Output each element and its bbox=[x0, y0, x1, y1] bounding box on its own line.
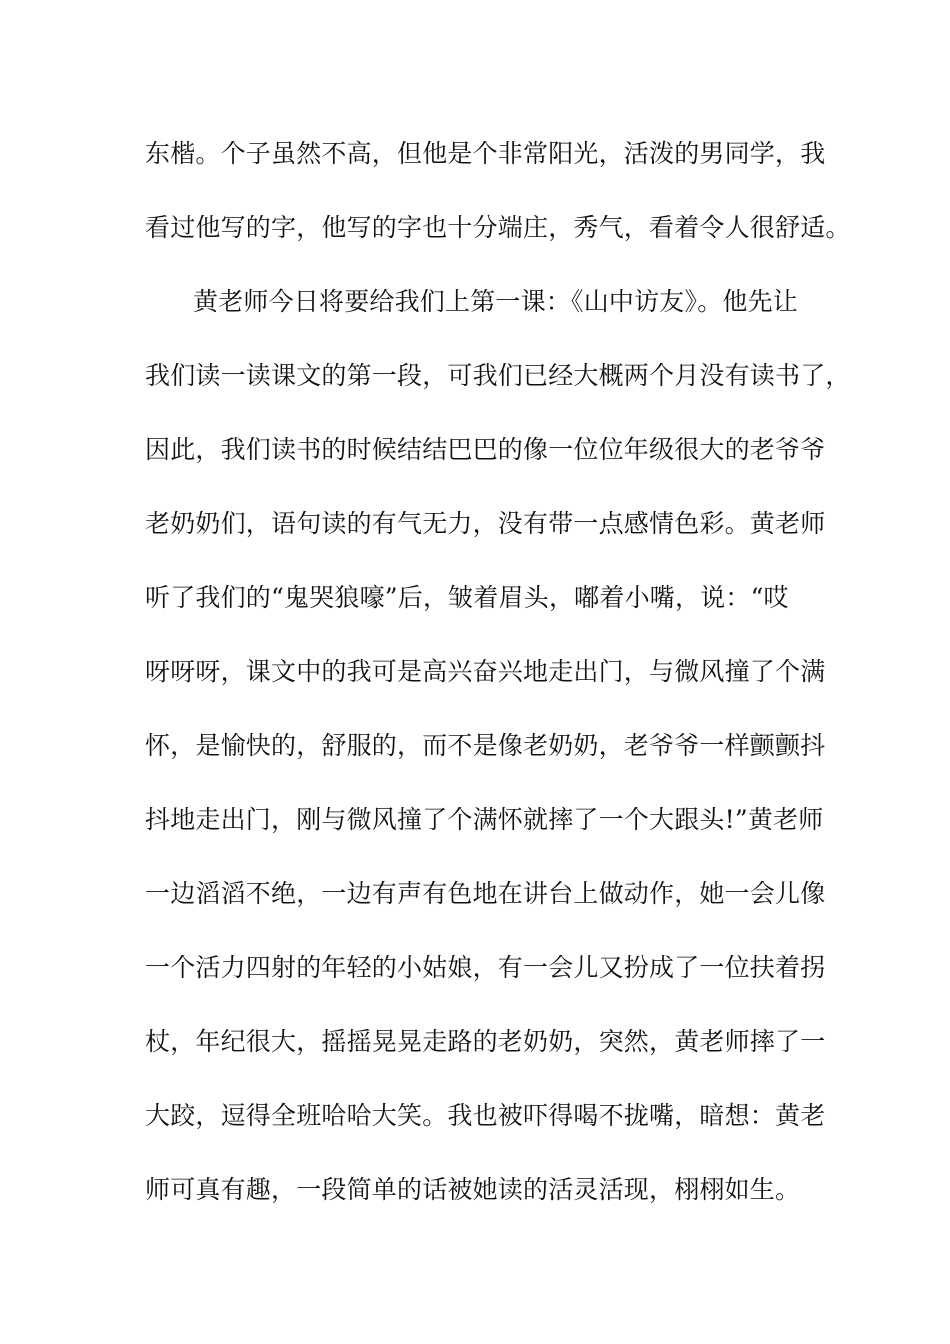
text-line: 一边滔滔不绝，一边有声有色地在讲台上做动作，她一会儿像 bbox=[145, 879, 826, 908]
text-line: 老奶奶们，语句读的有气无力，没有带一点感情色彩。黄老师 bbox=[145, 509, 826, 538]
text-line: 东楷。个子虽然不高，但他是个非常阳光，活泼的男同学，我 bbox=[145, 139, 826, 168]
text-line: 看过他写的字，他写的字也十分端庄，秀气，看着令人很舒适。 bbox=[145, 213, 851, 242]
text-line: 听了我们的“鬼哭狼嚎”后，皱着眉头，嘟着小嘴，说：“哎 bbox=[145, 583, 789, 612]
text-line: 大跤，逗得全班哈哈大笑。我也被吓得喝不拢嘴，暗想：黄老 bbox=[145, 1101, 826, 1130]
text-line: 呀呀呀，课文中的我可是高兴奋兴地走出门，与微风撞了个满 bbox=[145, 657, 826, 686]
text-line: 我们读一读课文的第一段，可我们已经大概两个月没有读书了， bbox=[145, 361, 851, 390]
paragraph-start-line: 黄老师今日将要给我们上第一课：《山中访友》。他先让 bbox=[193, 287, 799, 316]
text-line: 师可真有趣，一段简单的话被她读的活灵活现，栩栩如生。 bbox=[145, 1175, 801, 1204]
text-line: 一个活力四射的年轻的小姑娘，有一会儿又扮成了一位扶着拐 bbox=[145, 953, 826, 982]
text-line: 因此，我们读书的时候结结巴巴的像一位位年级很大的老爷爷 bbox=[145, 435, 826, 464]
body-text bbox=[145, 132, 851, 1242]
text-line: 抖地走出门，刚与微风撞了个满怀就摔了一个大跟头!”黄老师 bbox=[145, 805, 824, 834]
text-line: 杖，年纪很大，摇摇晃晃走路的老奶奶，突然，黄老师摔了一 bbox=[145, 1027, 826, 1056]
text-line: 怀，是愉快的，舒服的，而不是像老奶奶，老爷爷一样颤颤抖 bbox=[145, 731, 826, 760]
